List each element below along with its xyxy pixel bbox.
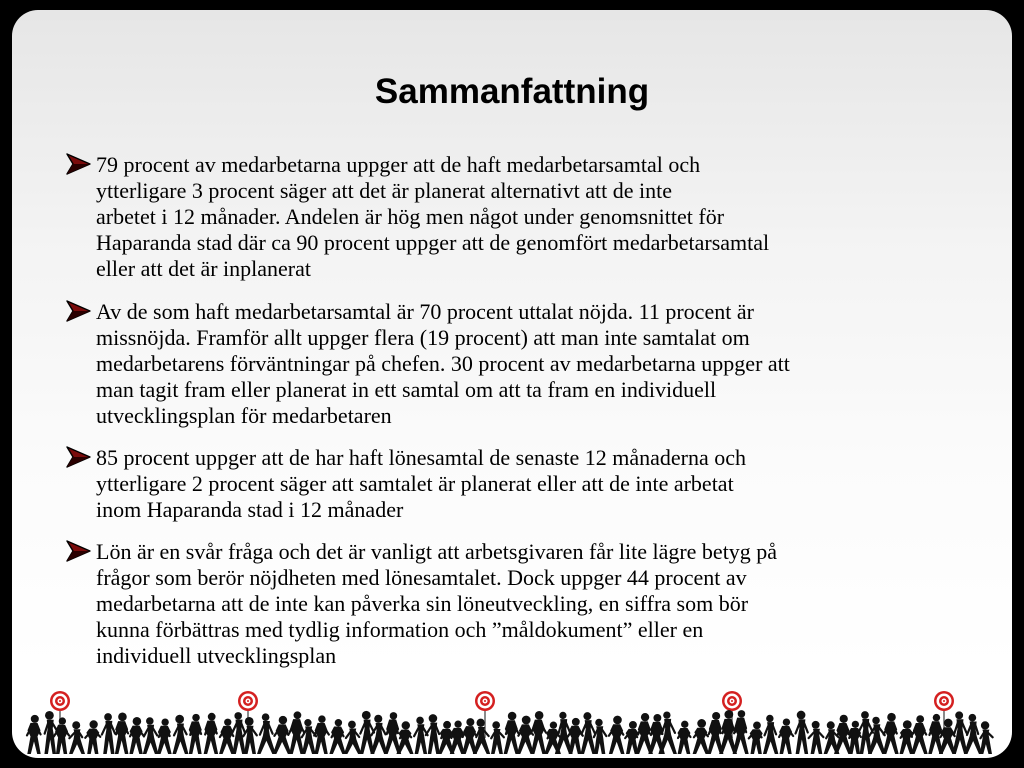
walking-person-icon [749,722,763,754]
walking-person-icon [69,721,85,754]
bullet-text [96,539,995,669]
bullet-text [96,152,995,282]
walking-person-icon [939,719,956,754]
walking-person-icon [733,710,749,754]
walking-person-icon [273,716,292,754]
walking-person-icon [763,715,778,754]
walking-person-icon [568,718,583,754]
bullet-text [96,445,995,523]
people-with-targets-strip [12,682,1012,758]
walking-person-icon [796,711,809,754]
walking-person-icon [625,721,638,754]
bullet-text-line: medarbetarens förväntningar på chefen. 30 procent av medarbetarna uppger att [96,351,790,376]
walking-person-icon [243,717,257,754]
walking-person-icon [344,721,362,754]
slide [12,10,1012,758]
walking-person-icon [314,715,329,754]
bullet-text-line: Av de som haft medarbetarsamtal är 70 procent uttalat nöjda. 11 procent är [96,299,754,324]
walking-person-icon [964,714,983,754]
walking-person-icon [779,718,793,754]
slide-title: Sammanfattning [374,72,650,111]
bullet-text-line: inom Haparanda stad i 12 månader [96,497,404,522]
bullet-text-line: 85 procent uppger att de har haft lönesamtal de senaste 12 månaderna och [96,445,746,470]
bullet-text-line: frågor som berör nöjdheten med lönesamtalet. Dock uppger 44 procent av [96,565,747,590]
walking-person-icon [900,720,914,754]
walking-person-icon [517,716,534,754]
walking-person-icon [883,713,899,754]
bullet-text-line: kunna förbättras med tydlig information och ”måldokument” eller en [96,617,704,642]
bullet-text-line: ytterligare 2 procent säger att samtalet är planerat eller att de inte arbetat [96,471,734,496]
walking-person-icon [257,713,276,754]
walking-person-icon [491,721,504,754]
bullet-text-line: individuell utvecklingsplan [96,643,337,668]
arrow-bullet-icon [65,446,91,468]
walking-person-icon [594,719,607,754]
walking-person-icon [677,721,690,754]
bullet-item [65,152,995,282]
walking-person-icon [27,715,41,754]
bullet-item [65,539,995,669]
walking-person-icon [157,718,172,754]
walking-person-icon [581,712,596,754]
walking-person-icon [809,721,824,754]
walking-person-icon [143,717,159,754]
walking-person-icon [952,711,967,754]
walking-person-icon [609,716,625,754]
bullet-text-line: 79 procent av medarbetarna uppger att de haft medarbetarsamtal och [96,152,701,177]
walking-person-icon [911,715,928,754]
walking-person-icon [289,711,304,754]
walking-person-icon [102,713,115,754]
bullet-text-line: Haparanda stad där ca 90 procent uppger att de genomfört medarbetarsamtal [96,230,770,255]
walking-person-icon [232,712,246,754]
walking-person-icon [115,713,129,754]
arrow-bullet-icon [65,153,91,175]
walking-person-icon [473,719,490,754]
walking-person-icon [204,713,218,754]
bullet-item [65,445,995,523]
walking-person-icon [85,720,100,754]
bullet-text-line: utvecklingsplan för medarbetaren [96,403,392,428]
walking-person-icon [54,717,69,754]
arrow-bullet-icon [65,300,91,322]
bullet-text-line: ytterligare 3 procent säger att det är planerat alternativt att de inte [96,178,673,203]
arrow-bullet-icon [65,540,91,562]
bullet-text-line: medarbetarna att de inte kan påverka sin löneutveckling, en siffra som bör [96,591,749,616]
walking-person-icon [189,714,202,754]
walking-person-icon [396,721,413,754]
bullet-text [96,299,995,429]
walking-person-icon [848,721,861,754]
walking-person-icon [329,719,345,754]
walking-person-icon [370,715,387,754]
bullet-text-line: man tagit fram eller planerat in ett samtal om att ta fram en individuell [96,377,717,402]
bullet-text-line: missnöjda. Framför allt uppger flera (19 procent) att man inte samtalat om [96,325,750,350]
walking-person-icon [980,721,993,754]
walking-person-icon [693,719,709,754]
bullet-item [65,299,995,429]
walking-person-icon [172,715,188,754]
walking-person-icon [129,717,143,754]
walking-person-icon [219,719,235,754]
bullet-text-line: Lön är en svår fråga och det är vanligt att arbetsgivaren får lite lägre betyg på [96,539,778,564]
walking-person-icon [504,712,519,754]
bullet-text-line: eller att det är inplanerat [96,256,311,281]
walking-person-icon [531,711,546,754]
bullet-text-line: arbetet i 12 månader. Andelen är hög men något under genomsnittet för [96,204,725,229]
